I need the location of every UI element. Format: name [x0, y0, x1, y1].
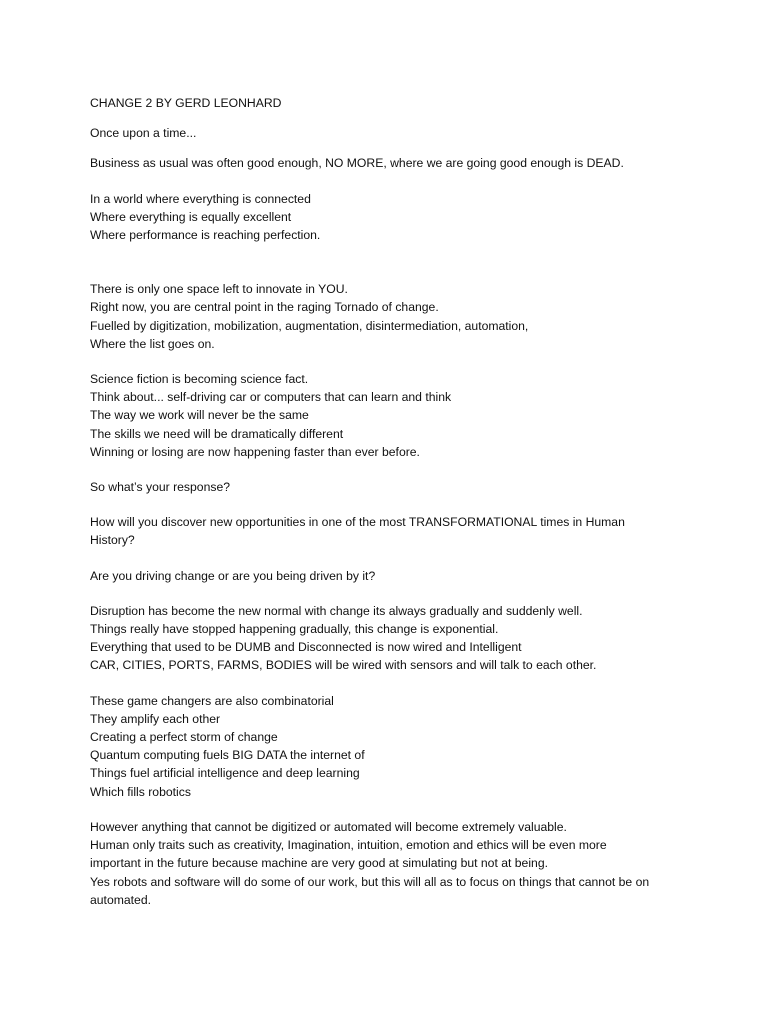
- text-line: The skills we need will be dramatically different: [90, 426, 344, 441]
- text-line: Science fiction is becoming science fact.: [90, 372, 309, 387]
- text-line: Winning or losing are now happening faster than ever before.: [90, 444, 420, 459]
- paragraph-4: [90, 280, 750, 353]
- text-line: Are you driving change or are you being driven by it?: [90, 568, 376, 583]
- document-page: [90, 94, 750, 909]
- paragraph-7: [90, 513, 750, 549]
- text-line: Right now, you are central point in the raging Tornado of change.: [90, 300, 439, 315]
- paragraph-10: [90, 692, 750, 801]
- text-line: Things fuel artificial intelligence and deep learning: [90, 766, 360, 781]
- text-line: automated.: [90, 892, 151, 907]
- paragraph-6: [90, 478, 750, 496]
- text-line: However anything that cannot be digitized or automated will become extremely valuable.: [90, 819, 567, 834]
- paragraph-9: [90, 602, 750, 675]
- text-line: Disruption has become the new normal with change its always gradually and suddenly well.: [90, 603, 583, 618]
- paragraph-2: [90, 154, 750, 172]
- text-line: They amplify each other: [90, 711, 221, 726]
- text-line: So what’s your response?: [90, 480, 231, 495]
- title-line: CHANGE 2 BY GERD LEONHARD: [90, 96, 282, 110]
- text-line: These game changers are also combinatorial: [90, 693, 334, 708]
- text-line: There is only one space left to innovate in YOU.: [90, 282, 348, 297]
- document-title: [90, 94, 750, 112]
- text-line: important in the future because machine are very good at simulating but not at being.: [90, 856, 548, 871]
- text-line: In a world where everything is connected: [90, 191, 311, 206]
- text-line: Which fills robotics: [90, 784, 191, 799]
- text-line: Where performance is reaching perfection.: [90, 228, 321, 243]
- text-line: How will you discover new opportunities in one of the most TRANSFORMATIONAL times in Human: [90, 515, 625, 530]
- paragraph-11: [90, 818, 750, 909]
- paragraph-1: [90, 124, 750, 142]
- text-line: Everything that used to be DUMB and Disconnected is now wired and Intelligent: [90, 640, 522, 655]
- text-line: Human only traits such as creativity, Imagination, intuition, emotion and ethics will be even more: [90, 838, 607, 853]
- text-line: CAR, CITIES, PORTS, FARMS, BODIES will be wired with sensors and will talk to each other.: [90, 658, 597, 673]
- text-line: Quantum computing fuels BIG DATA the internet of: [90, 748, 365, 763]
- text-line: Once upon a time...: [90, 126, 197, 141]
- text-line: Business as usual was often good enough, NO MORE, where we are going good enough is DEAD.: [90, 156, 624, 171]
- paragraph-3: [90, 190, 750, 245]
- text-line: Creating a perfect storm of change: [90, 730, 278, 745]
- text-line: Things really have stopped happening gradually, this change is exponential.: [90, 622, 499, 637]
- text-line: Fuelled by digitization, mobilization, augmentation, disintermediation, automation,: [90, 318, 529, 333]
- paragraph-5: [90, 370, 750, 461]
- text-line: Yes robots and software will do some of our work, but this will all as to focus on things that cannot be on: [90, 874, 650, 889]
- text-line: History?: [90, 533, 135, 548]
- text-line: Where everything is equally excellent: [90, 209, 292, 224]
- text-line: Think about... self-driving car or computers that can learn and think: [90, 390, 452, 405]
- text-line: Where the list goes on.: [90, 336, 215, 351]
- text-line: The way we work will never be the same: [90, 408, 309, 423]
- paragraph-8: [90, 567, 750, 585]
